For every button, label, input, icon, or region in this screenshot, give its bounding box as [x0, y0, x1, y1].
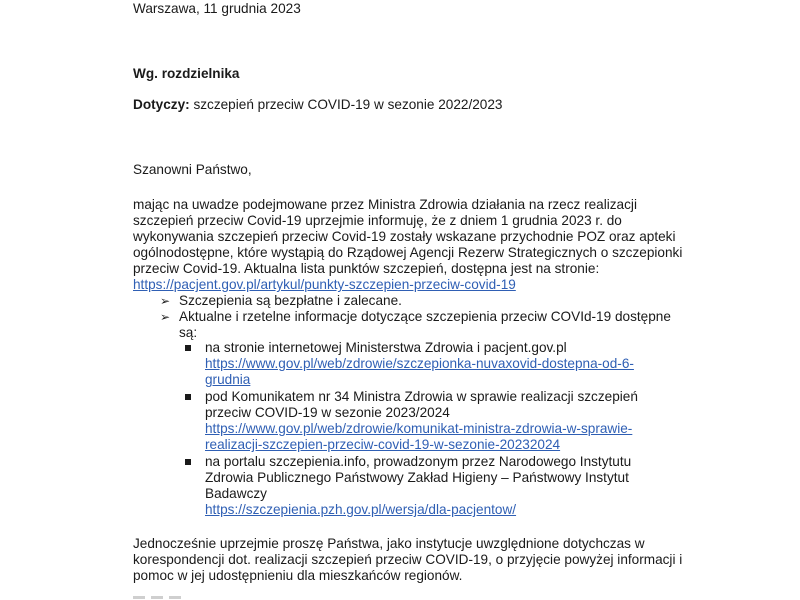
square-bullet-icon: [185, 459, 191, 465]
source-3-link[interactable]: https://szczepienia.pzh.gov.pl/wersja/dla-pacjentow/: [205, 502, 517, 517]
intro-line-4: ogólnodostępne, które wystąpią do Rządowej Agencji Rezerw Strategicznych o szczepionki: [133, 245, 683, 260]
source-1-link-line-2[interactable]: grudnia: [205, 372, 251, 387]
vaccination-points-link[interactable]: https://pacjent.gov.pl/artykul/punkty-szczepien-przeciw-covid-19: [133, 277, 516, 292]
arrow-bullet-icon: ➢: [160, 310, 171, 324]
intro-line-3: wykonywania szczepień przeciw Covid-19 zostały wskazane przychodnie POZ oraz apteki: [133, 229, 676, 244]
source-2-link-line-2[interactable]: realizacji-szczepien-przeciw-covid-19-w-sezonie-20232024: [205, 437, 561, 452]
greeting: Szanowni Państwo,: [133, 162, 252, 177]
intro-line-2: szczepień przeciw Covid-19 uprzejmie informuję, że z dniem 1 grudnia 2023 r. do: [133, 213, 622, 228]
arrow-bullet-icon: ➢: [160, 294, 171, 308]
square-bullet-icon: [185, 345, 191, 351]
place-date: Warszawa, 11 grudnia 2023: [133, 1, 301, 16]
bullet-free-vaccination: Szczepienia są bezpłatne i zalecane.: [179, 293, 402, 308]
recipient: Wg. rozdzielnika: [133, 66, 240, 81]
closing-line-1: Jednocześnie uprzejmie proszę Państwa, jako instytucje uwzględnione dotychczas w: [133, 536, 645, 551]
source-2-line-1: pod Komunikatem nr 34 Ministra Zdrowia w sprawie realizacji szczepień: [205, 389, 638, 404]
source-2-line-2: przeciw COVID-19 w sezonie 2023/2024: [205, 405, 450, 420]
subject-text: szczepień przeciw COVID-19 w sezonie 2022/2023: [193, 97, 503, 112]
intro-line-1: mając na uwadze podejmowane przez Ministra Zdrowia działania na rzecz realizacji: [133, 197, 637, 212]
square-bullet-icon: [185, 394, 191, 400]
closing-line-2: korespondencji dot. realizacji szczepień przeciw COVID-19, o przyjęcie powyżej informacji i: [133, 552, 683, 567]
source-1-line-1: na stronie internetowej Ministerstwa Zdrowia i pacjent.gov.pl: [205, 340, 567, 355]
intro-line-5: przeciw Covid-19. Aktualna lista punktów szczepień, dostępna jest na stronie:: [133, 261, 600, 276]
source-3-line-2: Zdrowia Publicznego Państwowy Zakład Higieny – Państwowy Instytut: [205, 470, 629, 485]
subject-label: Dotyczy:: [133, 97, 190, 112]
source-1-link-line-1[interactable]: https://www.gov.pl/web/zdrowie/szczepionka-nuvaxovid-dostepna-od-6-: [205, 356, 634, 371]
cut-off-text-fragment: [133, 594, 213, 600]
source-2-link-line-1[interactable]: https://www.gov.pl/web/zdrowie/komunikat-ministra-zdrowia-w-sprawie-: [205, 421, 633, 436]
subject-line: [133, 97, 502, 113]
bullet-info-line-1: Aktualne i rzetelne informacje dotyczące szczepienia przeciw COVId-19 dostępne: [179, 309, 671, 324]
source-3-line-1: na portalu szczepienia.info, prowadzonym przez Narodowego Instytutu: [205, 454, 632, 469]
bullet-info-line-2: są:: [179, 325, 198, 340]
source-3-line-3: Badawczy: [205, 486, 267, 501]
closing-line-3: pomoc w jej udostępnieniu dla mieszkańców regionów.: [133, 568, 463, 583]
